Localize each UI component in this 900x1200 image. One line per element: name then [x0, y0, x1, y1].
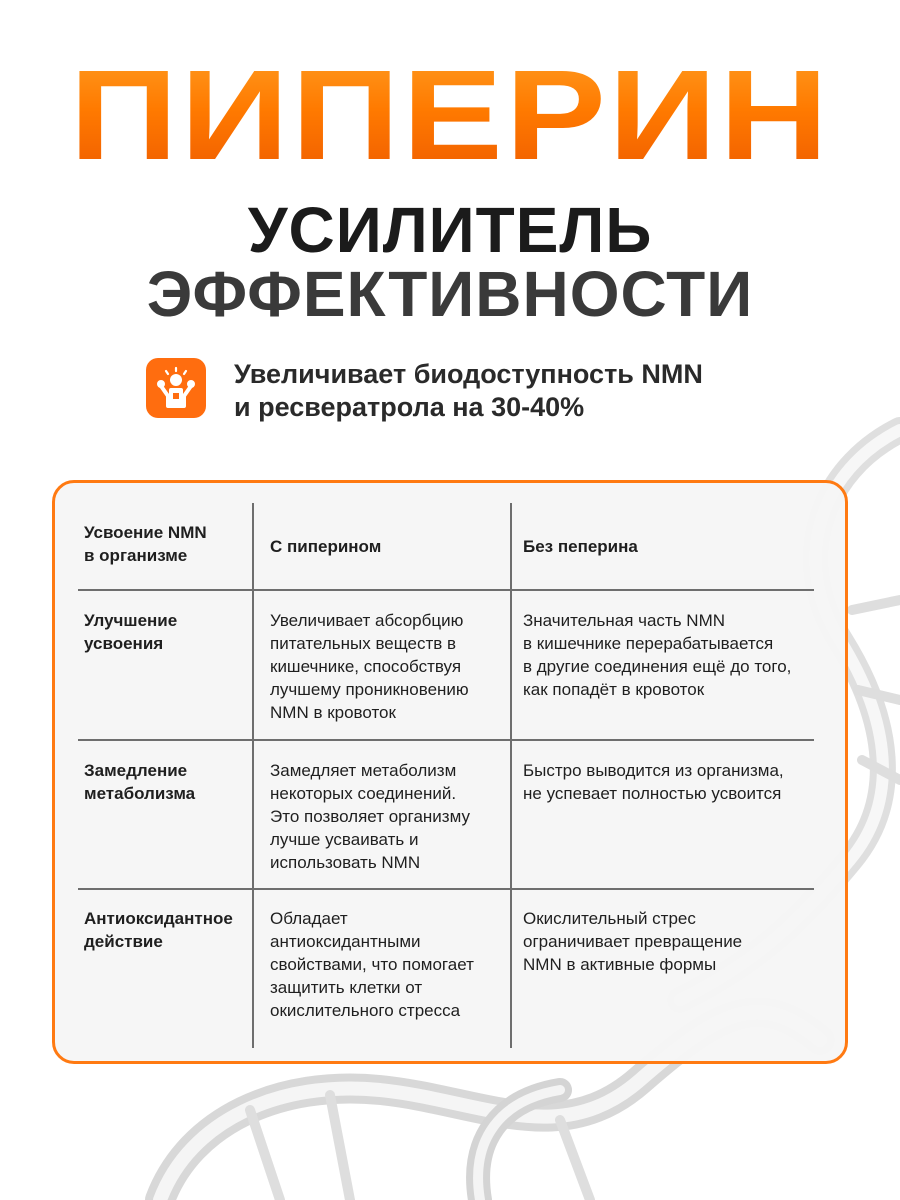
table-cell-text: Антиоксидантное [84, 909, 233, 928]
table-header-text: С пиперином [270, 537, 382, 556]
table-cell-text: NMN в активные формы [523, 955, 717, 974]
table-cell-text: Это позволяет организму [270, 807, 470, 826]
table-cell-text: лучше усваивать и [270, 830, 419, 849]
table-cell-without [523, 759, 839, 805]
table-cell-text: свойствами, что помогает [270, 955, 474, 974]
table-cell-text: NMN в кровоток [270, 703, 396, 722]
feature-text-line-1: Увеличивает биодоступность NMN [234, 359, 703, 389]
table-cell-text: Улучшение [84, 611, 178, 630]
table-divider-vertical [510, 503, 512, 1048]
table-header-cell [270, 535, 500, 558]
feature-text [234, 358, 794, 424]
table-row-label [84, 759, 249, 805]
table-cell-text: Быстро выводится из организма, [523, 761, 784, 780]
table-header-text: Усвоение NMN [84, 523, 207, 542]
table-cell-text: не успевает полностью усвоится [523, 784, 782, 803]
table-divider-horizontal [78, 739, 814, 741]
table-cell-text: Окислительный стрес [523, 909, 696, 928]
table-cell-with [270, 609, 506, 724]
table-cell-text: усвоения [84, 634, 164, 653]
table-cell-text: Замедление [84, 761, 188, 780]
feature-text-line-2: и ресвератрола на 30-40% [234, 392, 585, 422]
table-row-label [84, 609, 249, 655]
table-header-cell [84, 521, 244, 567]
table-row-label [84, 907, 249, 953]
page-title: ПИПЕРИН [0, 52, 900, 180]
table-divider-horizontal [78, 888, 814, 890]
table-cell-without [523, 609, 839, 701]
table-cell-text: действие [84, 932, 163, 951]
table-cell-text: антиоксидантными [270, 932, 421, 951]
table-cell-text: Значительная часть NMN [523, 611, 726, 630]
table-cell-text: метаболизма [84, 784, 196, 803]
table-cell-without [523, 907, 839, 976]
table-cell-text: Замедляет метаболизм [270, 761, 457, 780]
table-cell-text: использовать NMN [270, 853, 421, 872]
comparison-table [52, 480, 848, 1064]
table-cell-text: как попадёт в кровоток [523, 680, 705, 699]
table-cell-with [270, 907, 506, 1022]
table-cell-text: кишечнике, способствуя [270, 657, 462, 676]
table-cell-text: в кишечнике перерабатывается [523, 634, 774, 653]
subtitle-line-2: ЭФФЕКТИВНОСТИ [146, 258, 754, 330]
table-cell-text: питательных веществ в [270, 634, 457, 653]
table-cell-with [270, 759, 506, 874]
table-cell-text: лучшему проникновению [270, 680, 469, 699]
table-header-cell [523, 535, 833, 558]
table-header-text: Без пеперина [523, 537, 638, 556]
table-header-text: в организме [84, 546, 188, 565]
table-cell-text: защитить клетки от [270, 978, 423, 997]
table-divider-vertical [252, 503, 254, 1048]
feature-bioavailability [146, 358, 794, 424]
table-cell-text: некоторых соединений. [270, 784, 457, 803]
person-absorbing-icon [146, 358, 206, 418]
table-cell-text: окислительного стресса [270, 1001, 461, 1020]
table-cell-text: в другие соединения ещё до того, [523, 657, 792, 676]
table-cell-text: Увеличивает абсорбцию [270, 611, 464, 630]
table-divider-horizontal [78, 589, 814, 591]
table-cell-text: ограничивает превращение [523, 932, 743, 951]
subtitle-line-1: УСИЛИТЕЛЬ [247, 194, 653, 266]
table-cell-text: Обладает [270, 909, 348, 928]
